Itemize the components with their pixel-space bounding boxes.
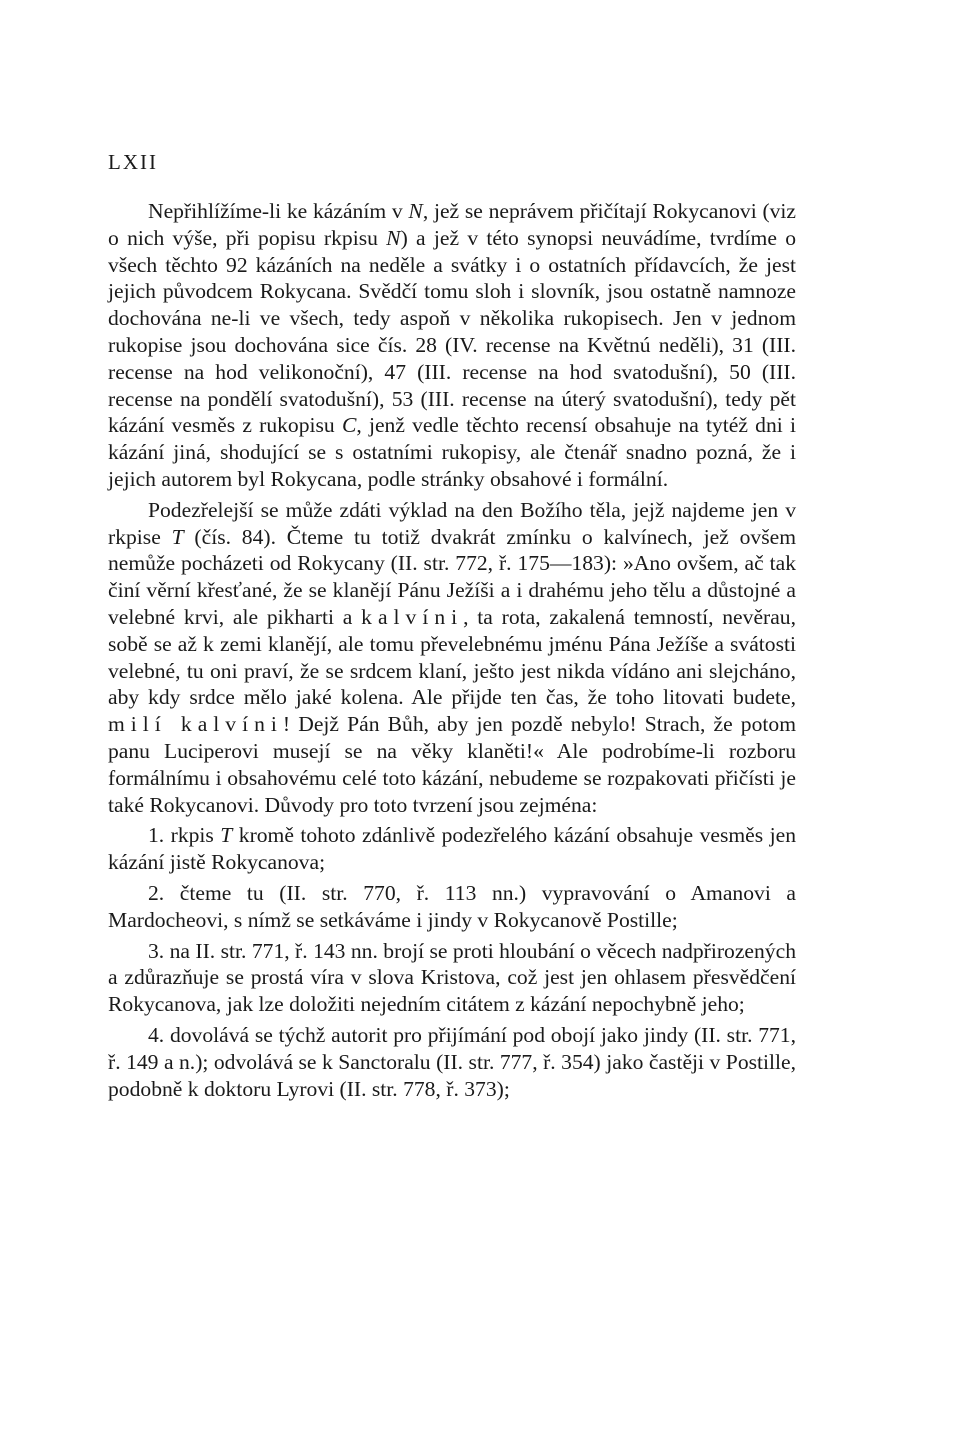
spaced-text: kalvíni [361,604,464,629]
list-item [108,938,796,1018]
spaced-text: milí kalvíni [108,712,283,737]
list-item [108,822,796,876]
text-segment: Nepřihlížíme-li ke kázáním v [148,199,409,223]
paragraph [108,198,796,493]
italic-text: N [408,199,423,223]
text-segment: 1. rkpis [148,823,221,848]
text-segment: ! Dejž Pán Bůh, aby jen pozdě nebylo! Strach, že potom panu Luciperovi musejí se na věky klaněti!« Ale podrobíme-li rozboru formálnímu i obsahovému celé toto kázání, nebudeme se rozpakovati přičísti je také Rokycanovi. Důvody pro toto tvrzení jsou zejména: [108,712,796,817]
page-number: LXII [108,150,158,174]
text-segment: , jež se neprávem přičítají Rokycanovi (viz o nich výše, při popisu rkpisu [108,199,797,250]
text-segment: Podezřelejší se může zdáti výklad na den Božího těla, jejž najdeme jen v rkpise [108,497,796,549]
text-segment: , jenž vedle těchto recensí obsahuje na tytéž dni i kázání jiná, shodující se s ostatními rukopisy, ale čtenář snadno pozná, že i jejich autorem byl Rokycana, podle stránky obsahové i formální. [108,413,796,491]
list-item [108,1022,796,1102]
text-segment: , ta rota, zakalená temností, nevěrau, sobě se až k zemi klanějí, ale tomu převelebnému jménu Pána Ježíše a svátosti velebné, tu oni praví, že se srdcem klaní, ješto jest nikda vídáno ani slejcháno, aby kdy srdce mělo jaké kolena. Ale přijde ten čas, že toho litovati budete, [108,604,796,710]
italic-text: N [386,225,401,250]
italic-text: C [341,413,357,438]
text-segment: ) a jež v této synopsi neuvádíme, tvrdíme o všech těchto 92 kázáních na neděle a svátky i o ostatních přídavcích, že jest jejich původcem Rokycana. Svědčí tomu sloh i slovník, jsou ostatně namnoze dochována ne-li ve všech, tedy aspoň v několika rukopisech. Jen v jednom rukopise jsou dochována sice čís. 28 (IV. recense na Květnú neděli), 31 (III. recense na hod velikonoční), 47 (III. recense na hod svatodušní), 50 (III. recense na pondělí svatodušní), 53 (III. recense na úterý svatodušní), tedy pět kázání vesměs z rukopisu [108,225,796,438]
italic-text: T [171,524,184,549]
text-segment: 2. čteme tu (II. str. 770, ř. 113 nn.) vypravování o Amanovi a Mardocheovi, s nímž se setkáváme i jindy v Rokycanově Postille; [108,880,796,932]
list-item [108,880,796,934]
body-text [108,198,796,1102]
italic-text: T [220,823,233,848]
text-segment: kromě tohoto zdánlivě podezřelého kázání obsahuje vesměs jen kázání jistě Rokycanova; [108,823,796,875]
text-segment: 4. dovolává se týchž autorit pro přijímání pod obojí jako jindy (II. str. 771, ř. 149 a n.); odvolává se k Sanctoralu (II. str. 777, ř. 354) jako častěji v Postille, podobně k doktoru Lyrovi (II. str. 778, ř. 373); [108,1022,796,1101]
text-segment: (čís. 84). Čteme tu totiž dvakrát zmínku o kalvínech, jež ovšem nemůže pocházeti od Rokycany (II. str. 772, ř. 175—183): »Ano ovšem, ač tak činí věrní křesťané, že se klanějí Pánu Ježíši a i drahému jeho tělu a důstojné a velebné krvi, ale pikharti a [108,524,797,629]
paragraph [108,497,796,819]
text-segment: 3. na II. str. 771, ř. 143 nn. brojí se proti hloubání o věcech nadpřirozených a zdůrazňuje se prostá víra v slova Kristova, což jest jen ohlasem přesvědčení Rokycanova, jak lze doložiti nejedním citátem z kázání nepochybně jeho; [108,938,796,1017]
